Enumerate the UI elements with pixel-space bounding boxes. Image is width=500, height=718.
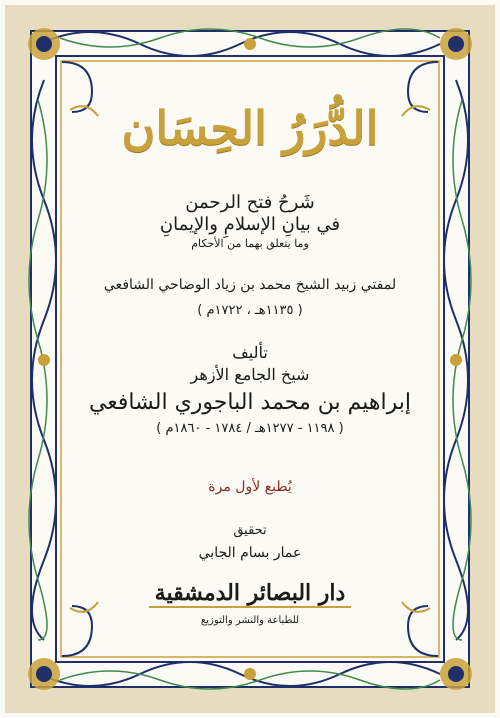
cover-content bbox=[70, 80, 430, 640]
publisher-subtitle: للطباعة والنشر والتوزيع bbox=[200, 615, 300, 626]
original-author-dates: ( ١١٣٥هـ ، ١٧٢٢م ) bbox=[197, 303, 303, 318]
publisher-name: دار البصائر الدمشقية bbox=[149, 580, 352, 608]
subtitle-line-2: في بيانِ الإسلامِ والإيمانِ bbox=[159, 214, 341, 235]
commentator-title: شيخ الجامع الأزهر bbox=[190, 365, 310, 384]
original-author-line: لمفتي زبيد الشيخ محمد بن زياد الوضاحي الشافعي bbox=[103, 277, 397, 293]
edition-note: يُطبع لأول مرة bbox=[208, 479, 292, 495]
tahqiq-label: تحقيق bbox=[233, 523, 267, 538]
book-title: الدُّرَرُ الحِسَان bbox=[121, 101, 379, 155]
publisher-block bbox=[70, 564, 430, 632]
editor-name: عمار بسام الجابي bbox=[198, 545, 302, 561]
subtitle-line-3: وما يتعلق بهما من الأحكام bbox=[191, 237, 309, 250]
subtitle-line-1: شَرحُ فتح الرحمن bbox=[185, 192, 315, 213]
commentator-dates: ( ١١٩٨ - ١٢٧٧هـ / ١٧٨٤ - ١٨٦٠م ) bbox=[156, 421, 344, 436]
authorship-label: تأليف bbox=[232, 343, 268, 362]
commentator-name: إبراهيم بن محمد الباجوري الشافعي bbox=[88, 390, 412, 415]
